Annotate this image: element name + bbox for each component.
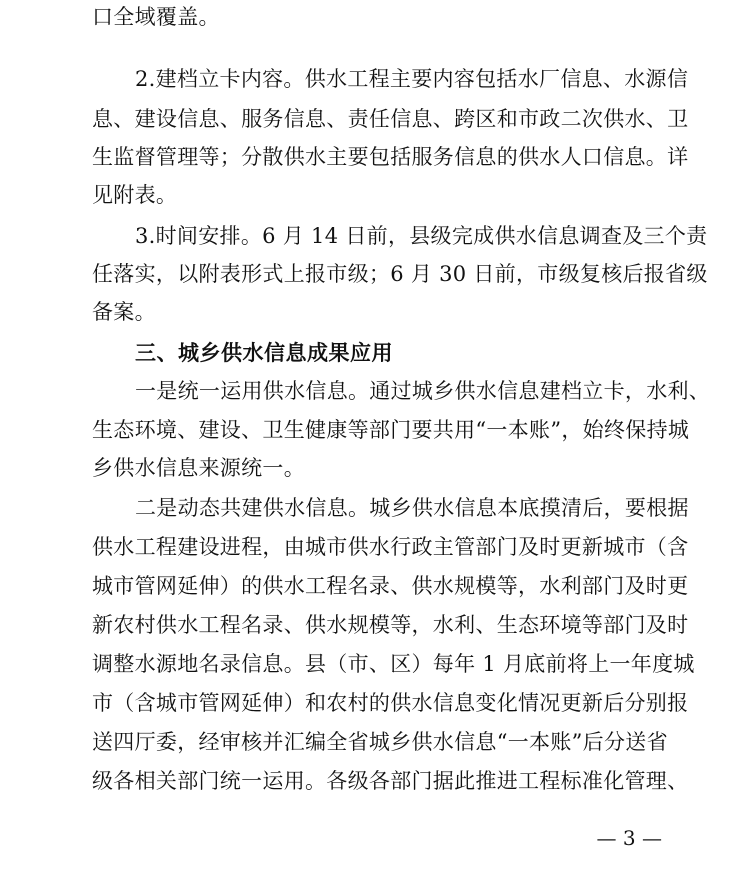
text-line-13: 二是动态共建供水信息。城乡供水信息本底摸清后，要根据 xyxy=(135,496,689,520)
text-line-1: 口全域覆盖。 xyxy=(92,5,220,29)
text-line-6: 3.时间安排。6 月 14 日前，县级完成供水信息调查及三个责 xyxy=(135,224,708,248)
section-heading: 三、城乡供水信息成果应用 xyxy=(135,341,393,365)
text-line-12: 乡供水信息来源统一。 xyxy=(92,456,305,480)
text-line-17: 调整水源地名录信息。县（市、区）每年 1 月底前将上一年度城 xyxy=(92,652,695,676)
text-line-15: 城市管网延伸）的供水工程名录、供水规模等，水利部门及时更 xyxy=(92,574,689,598)
text-line-5: 见附表。 xyxy=(92,183,178,207)
text-line-20: 级各相关部门统一运用。各级各部门据此推进工程标准化管理、 xyxy=(92,769,689,793)
page-number: — 3 — xyxy=(596,826,662,850)
text-line-18: 市（含城市管网延伸）和农村的供水信息变化情况更新后分别报 xyxy=(92,691,689,715)
text-line-7: 任落实，以附表形式上报市级；6 月 30 日前，市级复核后报省级 xyxy=(92,262,708,286)
text-line-3: 息、建设信息、服务信息、责任信息、跨区和市政二次供水、卫 xyxy=(92,107,689,131)
text-line-8: 备案。 xyxy=(92,300,156,324)
text-line-14: 供水工程建设进程，由城市供水行政主管部门及时更新城市（含 xyxy=(92,535,689,559)
text-line-2: 2.建档立卡内容。供水工程主要内容包括水厂信息、水源信 xyxy=(135,67,689,91)
text-line-19: 送四厅委，经审核并汇编全省城乡供水信息“一本账”后分送省 xyxy=(92,730,668,754)
text-line-16: 新农村供水工程名录、供水规模等，水利、生态环境等部门及时 xyxy=(92,613,689,637)
text-line-4: 生监督管理等；分散供水主要包括服务信息的供水人口信息。详 xyxy=(92,145,689,169)
text-line-10: 一是统一运用供水信息。通过城乡供水信息建档立卡，水利、 xyxy=(135,379,711,403)
text-line-11: 生态环境、建设、卫生健康等部门要共用“一本账”，始终保持城 xyxy=(92,418,690,442)
